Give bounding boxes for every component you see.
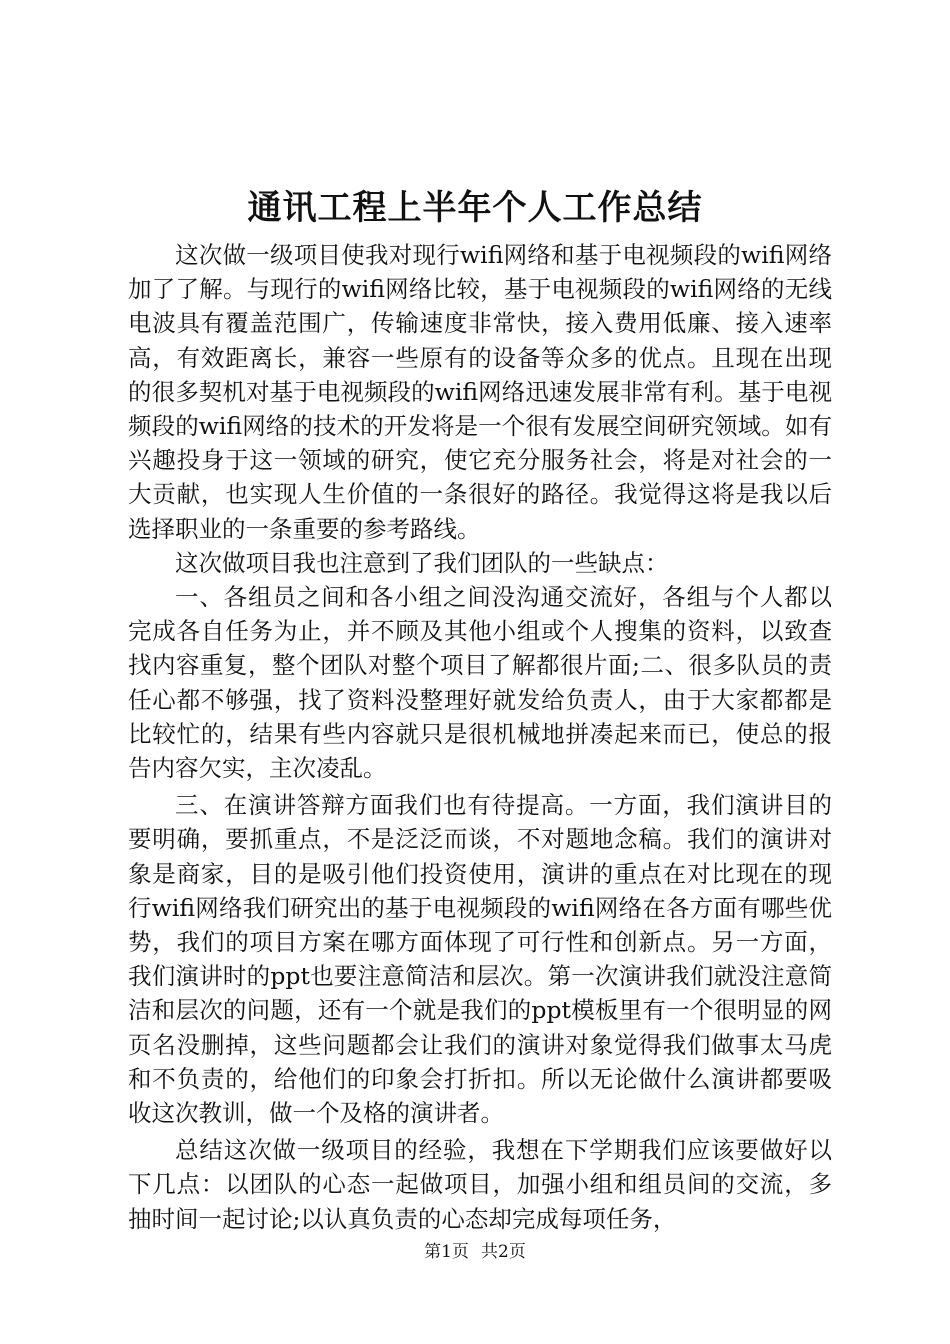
document-title: 通讯工程上半年个人工作总结 xyxy=(247,188,703,228)
paragraph-1: 这次做一级项目使我对现行wifi网络和基于电视频段的wifi网络加了了解。与现行的wifi网络比较，基于电视频段的wifi网络的无线电波具有覆盖范围广，传输速度非常快，接入费用低廉、接入速率高，有效距离长，兼容一些原有的设备等众多的优点。且现在出现的很多契机对基于电视频段的wifi网络迅速发展非常有利。基于电视频段的wifi网络的技术的开发将是一个很有发展空间研究领域。如有兴趣投身于这一领域的研究，使它充分服务社会，将是对社会的一大贡献，也实现人生价值的一条很好的路径。我觉得这将是我以后选择职业的一条重要的参考路线。 xyxy=(128,241,832,543)
paragraph-4: 三、在演讲答辩方面我们也有待提高。一方面，我们演讲目的要明确，要抓重点，不是泛泛而谈，不对题地念稿。我们的演讲对象是商家，目的是吸引他们投资使用，演讲的重点在对比现在的现行wifi网络我们研究出的基于电视频段的wifi网络在各方面有哪些优势，我们的项目方案在哪方面体现了可行性和创新点。另一方面，我们演讲时的ppt也要注意简洁和层次。第一次演讲我们就没注意简洁和层次的问题，还有一个就是我们的ppt模板里有一个很明显的网页名没删掉，这些问题都会让我们的演讲对象觉得我们做事太马虎和不负责的，给他们的印象会打折扣。所以无论做什么演讲都要吸收这次教训，做一个及格的演讲者。 xyxy=(128,791,832,1128)
page-footer xyxy=(0,1240,950,1264)
paragraph-2: 这次做项目我也注意到了我们团队的一些缺点： xyxy=(175,548,669,577)
document-body xyxy=(128,238,832,1236)
paragraph-3: 一、各组员之间和各小组之间没沟通交流好，各组与个人都以完成各自任务为止，并不顾及其他小组或个人搜集的资料，以致查找内容重复，整个团队对整个项目了解都很片面;二、很多队员的责任心都不够强，找了资料没整理好就发给负责人，由于大家都都是比较忙的，结果有些内容就只是很机械地拼凑起来而已，使总的报告内容欠实，主次凌乱。 xyxy=(128,583,832,783)
page-number: 第1页 xyxy=(424,1242,469,1262)
page-total: 共2页 xyxy=(481,1242,526,1262)
paragraph-5: 总结这次做一级项目的经验，我想在下学期我们应该要做好以下几点：以团队的心态一起做项目，加强小组和组员间的交流，多抽时间一起讨论;以认真负责的心态却完成每项任务， xyxy=(128,1136,832,1233)
